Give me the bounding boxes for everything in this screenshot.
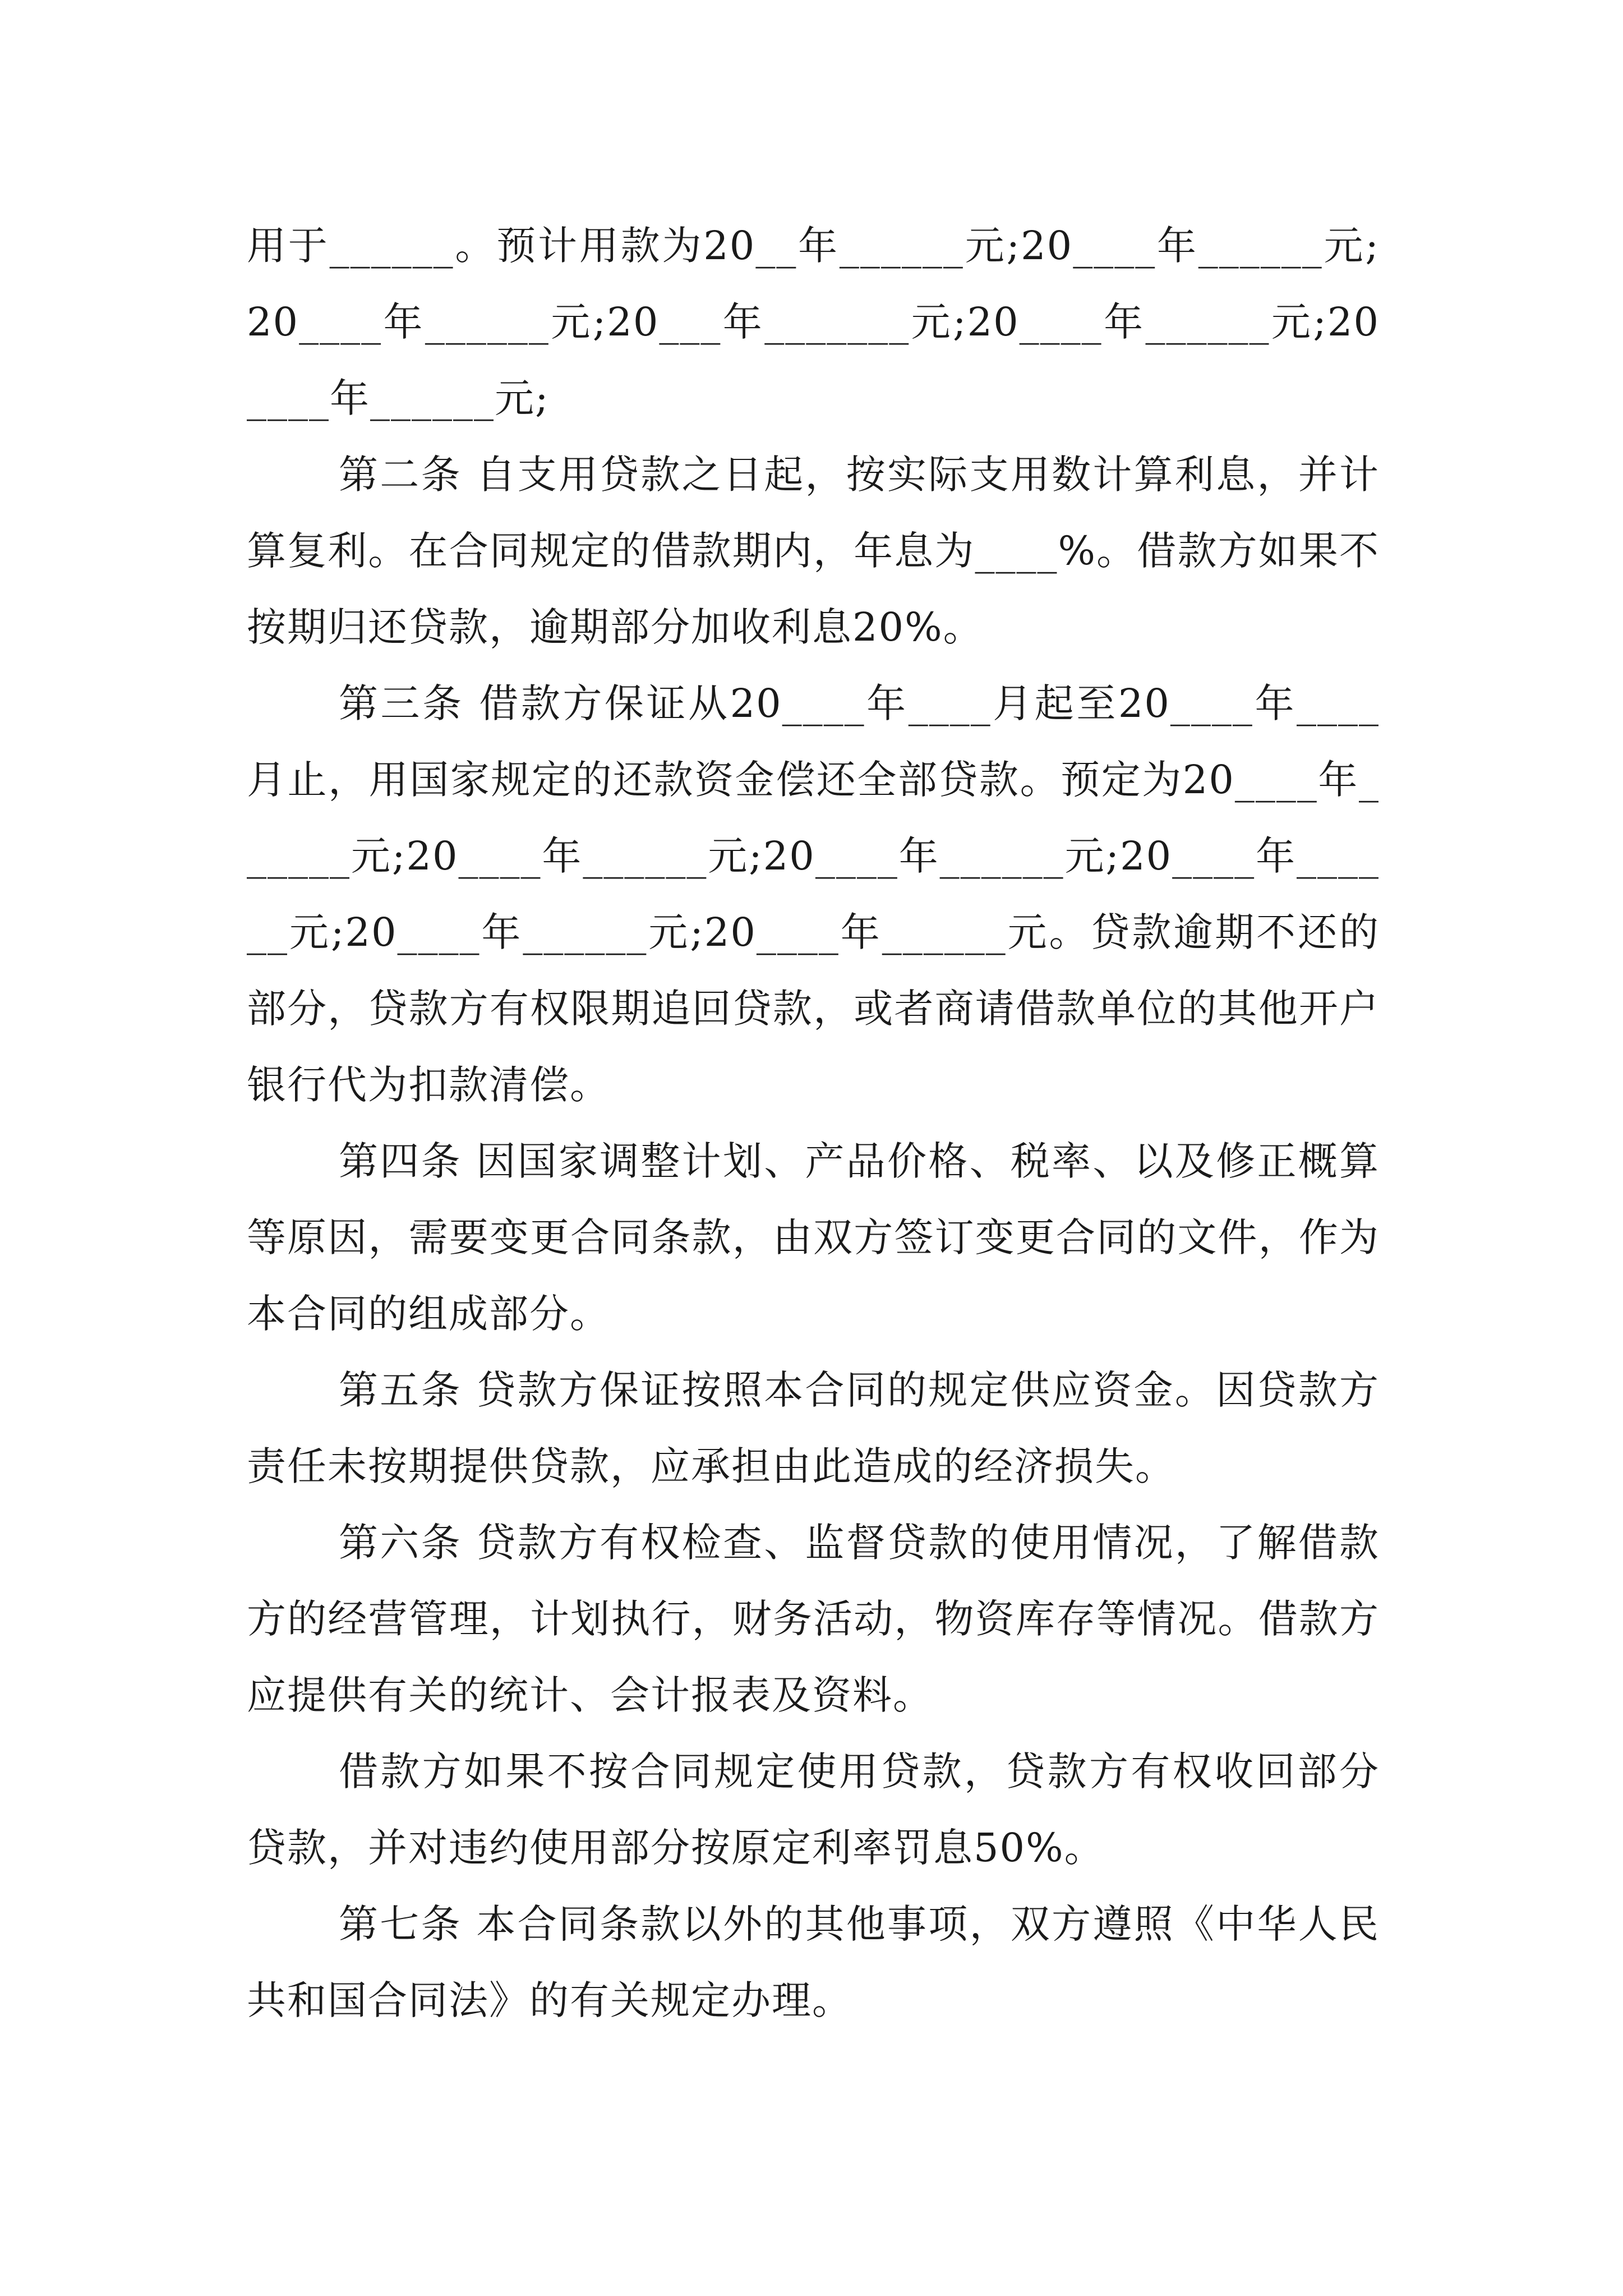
paragraph-article-6: 第六条 贷款方有权检查、监督贷款的使用情况，了解借款方的经营管理，计划执行，财务活动，物资库存等情况。借款方应提供有关的统计、会计报表及资料。 xyxy=(247,1520,1380,1718)
paragraph-article-3: 第三条 借款方保证从20____年____月起至20____年____月止，用国家规定的还款资金偿还全部贷款。预定为20____年______元;20____年______元;20____年______元;20____年______元;20____年______元;20____年______元。贷款逾期不还的部分，贷款方有权限期追回贷款，或者商请借款单位的其他开户银行代为扣款清偿。 xyxy=(247,680,1380,1108)
paragraph-article-2: 第二条 自支用贷款之日起，按实际支用数计算利息，并计算复利。在合同规定的借款期内，年息为____%。借款方如果不按期归还贷款，逾期部分加收利息20%。 xyxy=(247,452,1380,650)
paragraph-article-7: 第七条 本合同条款以外的其他事项，双方遵照《中华人民共和国合同法》的有关规定办理。 xyxy=(247,1901,1380,2023)
paragraph-article-5: 第五条 贷款方保证按照本合同的规定供应资金。因贷款方责任未按期提供贷款，应承担由此造成的经济损失。 xyxy=(247,1367,1380,1489)
paragraph-article-4: 第四条 因国家调整计划、产品价格、税率、以及修正概算等原因，需要变更合同条款，由双方签订变更合同的文件，作为本合同的组成部分。 xyxy=(247,1138,1380,1337)
paragraph-misuse-penalty: 借款方如果不按合同规定使用贷款，贷款方有权收回部分贷款，并对违约使用部分按原定利率罚息50%。 xyxy=(247,1749,1380,1871)
document-body xyxy=(247,208,1380,2039)
paragraph-continuation: 用于______。预计用款为20__年______元;20____年______元;20____年______元;20___年_______元;20____年______元;20____年______元; xyxy=(247,223,1380,421)
